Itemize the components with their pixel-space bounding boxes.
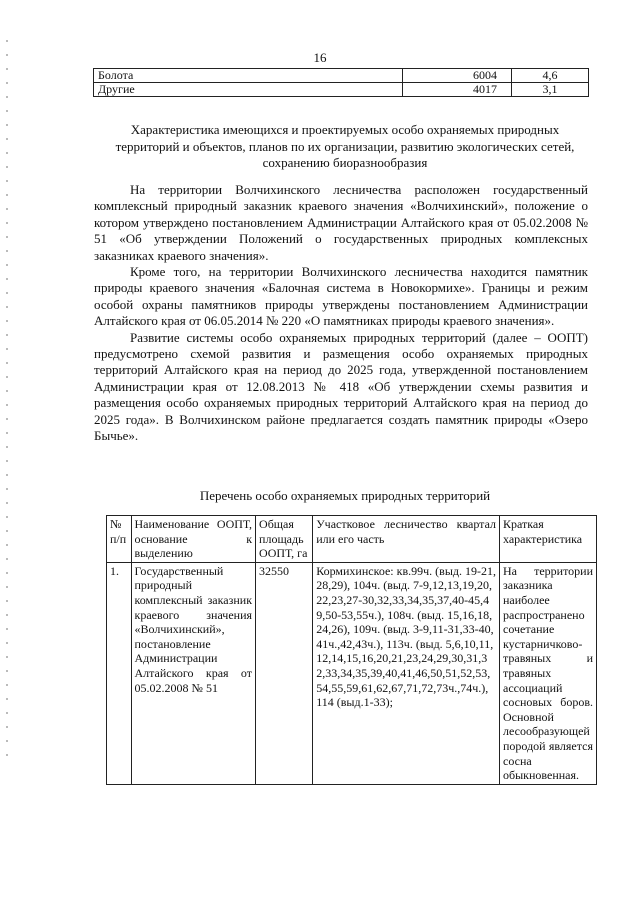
header-forestry: Участковое лесничество квартал или его часть — [313, 516, 500, 563]
percent-cell: 3,1 — [512, 83, 589, 97]
list-title: Перечень особо охраняемых природных территорий — [199, 488, 491, 503]
page-number: 16 — [313, 50, 327, 65]
table-header-row — [107, 516, 597, 563]
header-num: № п/п — [107, 516, 132, 563]
section-heading: Характеристика имеющихся и проектируемых особо охраняемых природных территорий и объектов, планов по их организации, развитию экологических сетей, сохранению биоразнообразия — [115, 122, 575, 170]
paragraph: На территории Волчихинского лесничества расположен государственный комплексный природный заказник краевого значения «Волчихинский», положение о котором утверждено постановлением Администрации Алтайского края от 05.02.2008 № 51 «Об утверждении Положений о государственных природных комплексных заказниках краевого значения». — [94, 182, 588, 263]
table-row — [107, 562, 597, 784]
header-name: Наименование ООПТ, основание к выделению — [131, 516, 256, 563]
table-row — [94, 83, 589, 97]
land-type-cell: Болота — [94, 69, 403, 83]
land-type-cell: Другие — [94, 83, 403, 97]
header-description: Краткая характеристика — [500, 516, 597, 563]
paragraph: Развитие системы особо охраняемых природных территорий (далее – ООПТ) предусмотрено схемой развития и размещения особо охраняемых природных территорий Алтайского края на период до 2025 года, утвержденной постановлением Администрации края от 12.08.2013 № 418 «Об утверждении схемы развития и размещения особо охраняемых природных территорий Алтайского края на период до 2025 года». В Волчихинском районе предлагается создать памятник природы «Озеро Бычье». — [94, 329, 588, 444]
body-text — [94, 182, 588, 445]
area-cell: 4017 — [403, 83, 512, 97]
table-row — [94, 69, 589, 83]
row-forestry-cell: Кормихинское: кв.99ч. (выд. 19-21,28,29), 104ч. (выд. 7-9,12,13,19,20,22,23,27-30,32,33,34,35,37,40-45,49,50-53,55ч.), 108ч. (выд. 15,16,18,24,26), 109ч. (выд. 3-9,11-31,33-40,41ч.,42,43ч.), 113ч. (выд. 5,6,10,11,12,14,15,16,20,21,23,24,29,30,31,32,33,34,35,39,40,41,46,50,51,52,53,54,55,59,61,62,67,71,72,73ч.,74ч.), 114 (выд.1-33); — [313, 562, 500, 784]
area-cell: 6004 — [403, 69, 512, 83]
header-area: Общая площадь ООПТ, га — [256, 516, 313, 563]
land-area-table — [93, 68, 589, 97]
scan-margin-marks — [6, 40, 8, 760]
percent-cell: 4,6 — [512, 69, 589, 83]
paragraph: Кроме того, на территории Волчихинского лесничества находится памятник природы краевого значения «Балочная система в Новокормихе». Границы и режим особой охраны памятников природы утверждены постановлением Администрации Алтайского края от 06.05.2014 № 220 «О памятниках природы краевого значения». — [94, 264, 588, 329]
row-area-cell: 32550 — [256, 562, 313, 784]
protected-areas-table — [106, 515, 597, 785]
row-num-cell: 1. — [107, 562, 132, 784]
row-description-cell: На территории заказника наиболее распространено сочетание кустарничково-травяных и травяных ассоциаций сосновых боров. Основной лесообразующей породой является сосна обыкновенная. — [500, 562, 597, 784]
row-name-cell: Государственный природный комплексный заказник краевого значения «Волчихинский», постановление Администрации Алтайского края от 05.02.2008 № 51 — [131, 562, 256, 784]
